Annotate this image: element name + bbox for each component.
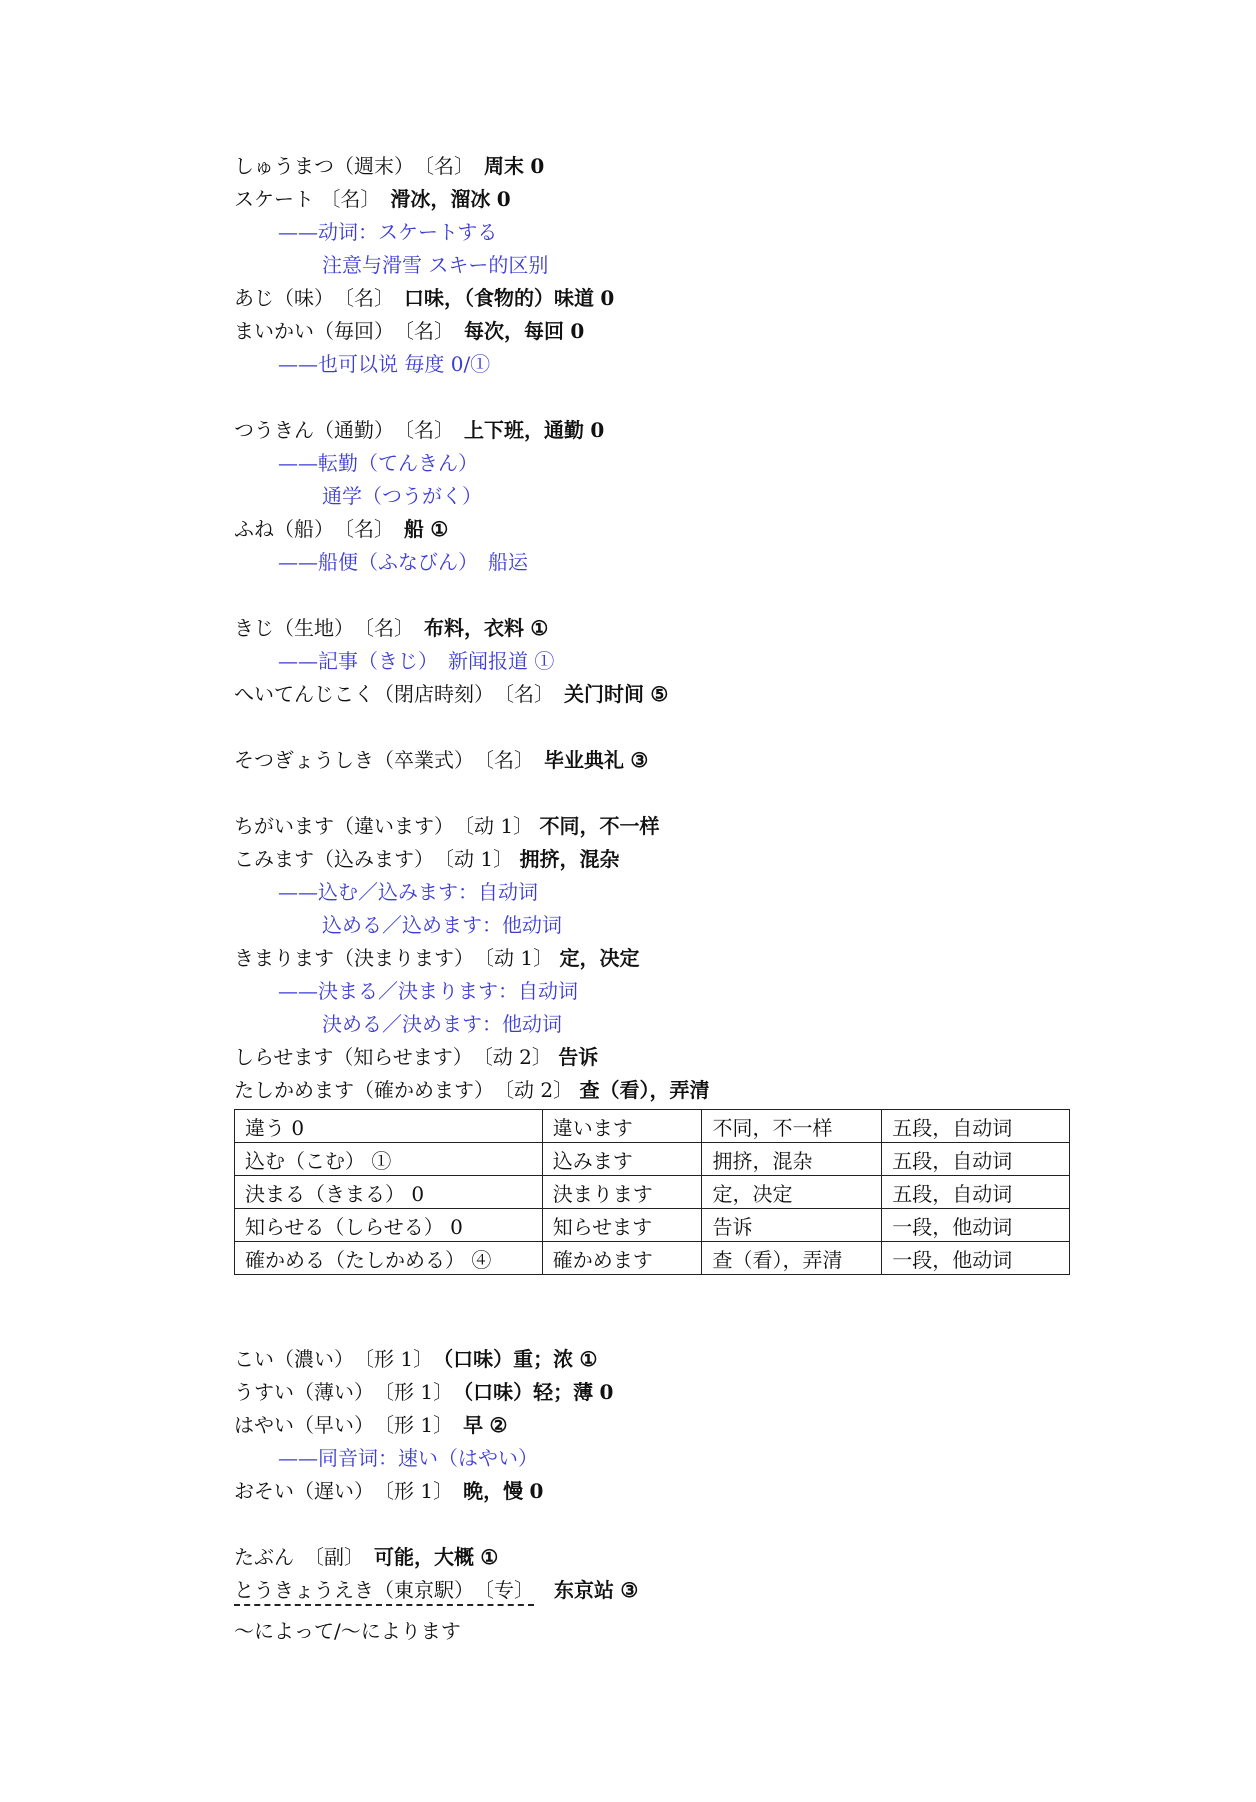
entry-reading: スケート: [234, 187, 314, 211]
entry-pos: 〔名〕: [344, 286, 384, 310]
entry-meaning: （口味）重；浓: [443, 1347, 574, 1371]
entry-meaning: 关门时间: [564, 682, 644, 706]
entry-accent: ③: [620, 1578, 639, 1602]
entry-pos: 〔形 1〕: [384, 1413, 444, 1437]
table-cell: 知らせる（しらせる） 0: [235, 1209, 543, 1242]
table-cell: 五段，自动词: [882, 1143, 1070, 1176]
entry-accent: ①: [530, 616, 549, 640]
entry-reading: そつぎょうしき（卒業式）: [234, 748, 464, 772]
spacer: [234, 1277, 1094, 1310]
table-cell: 不同，不一样: [702, 1110, 882, 1143]
spacer: [234, 777, 1094, 810]
entry-pos: 〔名〕: [484, 748, 524, 772]
entry-pos: 〔名〕: [424, 154, 464, 178]
note-tenkin: ——転勤（てんきん）: [278, 451, 478, 475]
entry-accent: 0: [600, 286, 615, 310]
entry-meaning: 上下班，通勤: [464, 418, 584, 442]
entry-pos: 〔名〕: [404, 418, 444, 442]
entry-reading: うすい（薄い）: [234, 1380, 364, 1404]
entry-meaning: 早: [463, 1413, 484, 1437]
table-cell: 定，决定: [702, 1176, 882, 1209]
entry-pos: 〔名〕: [504, 682, 544, 706]
table-cell: 告诉: [702, 1209, 882, 1242]
entry-pos: 〔名〕: [364, 616, 404, 640]
entry-kiji: [234, 612, 1094, 645]
entry-accent: 0: [599, 1380, 614, 1404]
grammar-line-niyotte: ～によって/～によります: [234, 1619, 461, 1643]
entry-chigaimasu: [234, 810, 1094, 843]
document-body: [234, 150, 1094, 1648]
table-cell: 一段，他动词: [882, 1209, 1070, 1242]
entry-maikai: [234, 315, 1094, 348]
entry-aji: [234, 282, 1094, 315]
entry-meaning: （口味）轻；薄: [463, 1380, 594, 1404]
note-tsuugaku: 通学（つうがく）: [322, 484, 482, 508]
note-kimeru: 決める／決めます：他动词: [322, 1012, 562, 1036]
entry-meaning: 定，决定: [559, 946, 640, 970]
table-cell: 確かめる（たしかめる） ④: [235, 1242, 543, 1275]
entry-shuumatsu: [234, 150, 1094, 183]
table-row: [235, 1209, 1070, 1242]
entry-sotsugyoushiki: [234, 744, 1094, 777]
entry-reading: ちがいます（違います）: [234, 814, 444, 838]
table-cell: 決まります: [542, 1176, 702, 1209]
entry-kimarimasu: [234, 942, 1094, 975]
entry-meaning: 查（看），弄清: [579, 1078, 710, 1102]
entry-reading: おそい（遅い）: [234, 1479, 364, 1503]
note-funabin: ——船便（ふなびん） 船运: [278, 550, 528, 574]
entry-reading: あじ（味）: [234, 286, 324, 310]
entry-pos: 〔名〕: [320, 187, 371, 211]
entry-reading: きまります（決まります）: [234, 946, 464, 970]
table-cell: 五段，自动词: [882, 1176, 1070, 1209]
note-kiji: ——記事（きじ） 新闻报道 ①: [278, 649, 555, 673]
table-row: [235, 1110, 1070, 1143]
entry-accent: 0: [570, 319, 585, 343]
entry-reading: しらせます（知らせます）: [234, 1045, 463, 1069]
entry-meaning: 布料，衣料: [424, 616, 524, 640]
entry-skate: [234, 183, 1094, 216]
entry-accent: ②: [489, 1413, 508, 1437]
entry-reading: へいてんじこく（閉店時刻）: [234, 682, 484, 706]
table-row: [235, 1242, 1070, 1275]
entry-pos: 〔动 2〕: [482, 1045, 552, 1069]
note-skate-verb: ——动词：スケートする: [278, 220, 498, 244]
note-kimaru: ——決まる／決まります：自动词: [278, 979, 578, 1003]
entry-accent: ①: [579, 1347, 598, 1371]
entry-pos: 〔专〕: [484, 1578, 534, 1602]
spacer: [234, 1508, 1094, 1541]
entry-accent: ①: [430, 517, 449, 541]
entry-reading: たしかめます（確かめます）: [234, 1078, 484, 1102]
entry-reading: こい（濃い）: [234, 1347, 344, 1371]
table-cell: 拥挤，混杂: [702, 1143, 882, 1176]
entry-meaning: 拥挤，混杂: [519, 847, 620, 871]
verb-table: [234, 1109, 1070, 1275]
entry-meaning: 可能，大概: [374, 1545, 474, 1569]
entry-reading: まいかい（毎回）: [234, 319, 384, 343]
entry-meaning: 口味，（食物的）味道: [404, 286, 594, 310]
entry-koi: [234, 1343, 1094, 1376]
note-skate-ski: 注意与滑雪 スキー的区别: [322, 253, 549, 277]
entry-accent: 0: [590, 418, 605, 442]
entry-accent: ③: [630, 748, 649, 772]
table-cell: 決まる（きまる） 0: [235, 1176, 543, 1209]
entry-pos: 〔动 1〕: [484, 946, 554, 970]
entry-fune: [234, 513, 1094, 546]
entry-pos: 〔形 1〕: [364, 1347, 424, 1371]
entry-tashikamemasu: [234, 1074, 1094, 1107]
entry-meaning: 船: [404, 517, 424, 541]
table-cell: 一段，他动词: [882, 1242, 1070, 1275]
entry-reading: はやい（早い）: [234, 1413, 364, 1437]
table-cell: 違います: [542, 1110, 702, 1143]
entry-reading: とうきょうえき（東京駅）: [234, 1578, 464, 1602]
entry-komimasu: [234, 843, 1094, 876]
note-hayai: ——同音词：速い（はやい）: [278, 1446, 538, 1470]
spacer: [234, 711, 1094, 744]
entry-meaning: 滑冰，溜冰: [390, 187, 491, 211]
table-row: [235, 1176, 1070, 1209]
entry-pos: 〔名〕: [344, 517, 384, 541]
entry-meaning: 告诉: [558, 1045, 599, 1069]
entry-accent: 0: [530, 154, 545, 178]
entry-tsuukin: [234, 414, 1094, 447]
underlined-reading: [234, 1576, 534, 1606]
entry-pos: 〔名〕: [404, 319, 444, 343]
table-row: [235, 1143, 1070, 1176]
entry-meaning: 每次，每回: [464, 319, 564, 343]
entry-reading: きじ（生地）: [234, 616, 344, 640]
spacer: [234, 1310, 1094, 1343]
entry-pos: 〔动 1〕: [464, 814, 534, 838]
entry-meaning: 周末: [484, 154, 524, 178]
table-cell: 違う 0: [235, 1110, 543, 1143]
entry-pos: 〔副〕: [314, 1545, 354, 1569]
entry-shirasemasu: [234, 1041, 1094, 1074]
entry-pos: 〔动 2〕: [504, 1078, 574, 1102]
note-maikai: ——也可以说 毎度 0/①: [278, 352, 491, 376]
entry-heitenjikoku: [234, 678, 1094, 711]
spacer: [234, 381, 1094, 414]
entry-reading: つうきん（通勤）: [234, 418, 384, 442]
table-cell: 確かめます: [542, 1242, 702, 1275]
entry-meaning: 东京站: [554, 1578, 614, 1602]
entry-meaning: 不同，不一样: [539, 814, 660, 838]
entry-pos: 〔形 1〕: [384, 1479, 444, 1503]
entry-toukyoueki: [234, 1574, 1094, 1607]
table-cell: 知らせます: [542, 1209, 702, 1242]
entry-reading: しゅうまつ（週末）: [234, 154, 404, 178]
entry-reading: たぶん: [234, 1545, 294, 1569]
entry-accent: 0: [496, 187, 511, 211]
entry-pos: 〔形 1〕: [384, 1380, 444, 1404]
entry-usui: [234, 1376, 1094, 1409]
note-komeru: 込める／込めます：他动词: [322, 913, 562, 937]
entry-meaning: 晩，慢: [463, 1479, 524, 1503]
entry-accent: 0: [529, 1479, 544, 1503]
table-cell: 込みます: [542, 1143, 702, 1176]
table-cell: 查（看），弄清: [702, 1242, 882, 1275]
entry-tabun: [234, 1541, 1094, 1574]
entry-reading: こみます（込みます）: [234, 847, 424, 871]
spacer: [234, 579, 1094, 612]
table-cell: 五段，自动词: [882, 1110, 1070, 1143]
entry-accent: ⑤: [650, 682, 669, 706]
entry-pos: 〔动 1〕: [444, 847, 514, 871]
entry-meaning: 毕业典礼: [544, 748, 624, 772]
note-komu: ——込む／込みます：自动词: [278, 880, 538, 904]
entry-accent: ①: [480, 1545, 499, 1569]
entry-hayai: [234, 1409, 1094, 1442]
entry-reading: ふね（船）: [234, 517, 324, 541]
entry-osoi: [234, 1475, 1094, 1508]
table-cell: 込む（こむ） ①: [235, 1143, 543, 1176]
